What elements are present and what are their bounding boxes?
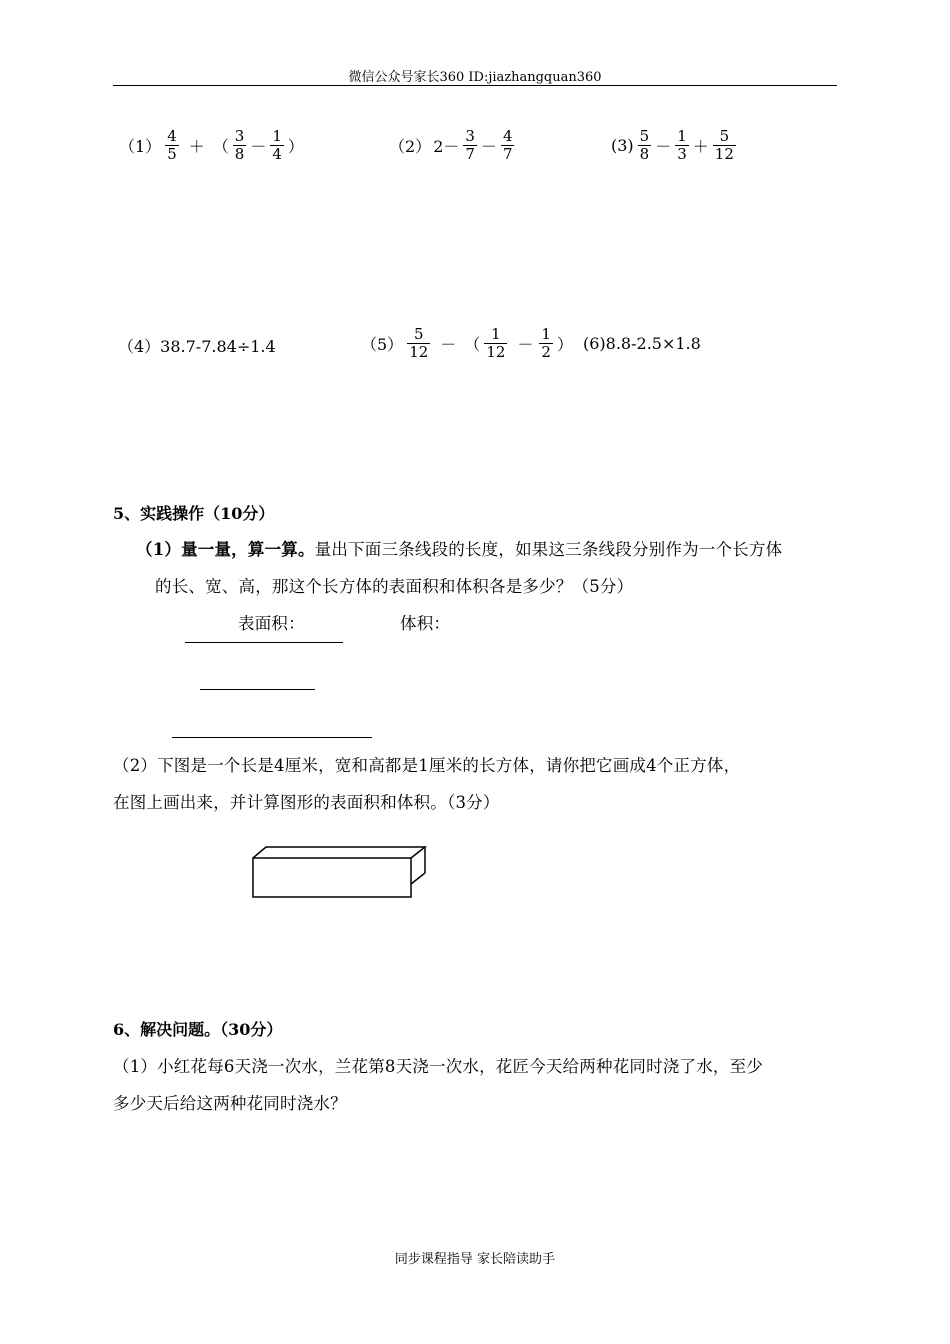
fraction: [484, 326, 507, 361]
numerator: 5: [719, 127, 730, 145]
question-1-text: 量出下面三条线段的长度，如果这三条线段分别作为一个长方体: [314, 540, 783, 559]
denominator: 8: [234, 145, 245, 163]
calc-problem-1: [118, 128, 305, 163]
segment-width: [200, 689, 315, 690]
problem-label: （5）: [361, 335, 404, 354]
denominator: 7: [465, 145, 475, 163]
calc-problem-5: [360, 326, 574, 361]
segment-length: [185, 642, 343, 643]
operator: －: [655, 137, 672, 156]
calc-problem-4: （4）38.7-7.84÷1.4: [118, 337, 276, 356]
section-5-question-2-line-2: 在图上画出来，并计算图形的表面积和体积。（3分）: [113, 793, 500, 812]
paren: ）: [556, 335, 573, 354]
operator: －: [517, 335, 534, 354]
numerator: 5: [413, 325, 424, 343]
cuboid-figure: [248, 843, 433, 903]
fraction: [407, 326, 430, 361]
operator: ＋: [692, 137, 709, 156]
calc-problem-2: [388, 128, 517, 163]
denominator: 7: [502, 145, 513, 163]
segment-height: [172, 737, 372, 738]
numerator: 5: [639, 127, 650, 145]
denominator: 5: [167, 145, 177, 163]
fraction: [233, 128, 247, 163]
section-5-question-1: [136, 536, 782, 560]
paren: （: [212, 137, 229, 156]
numerator: 1: [491, 325, 501, 343]
question-1-title: （1）量一量，算一算。: [136, 540, 315, 559]
fraction: [165, 128, 179, 163]
denominator: 12: [409, 343, 429, 361]
operator: －: [250, 137, 267, 156]
section-5-question-1-line-2: 的长、宽、高，那这个长方体的表面积和体积各是多少？（5分）: [155, 577, 634, 596]
cuboid-right-bottom-edge: [411, 873, 425, 884]
denominator: 2: [541, 343, 551, 361]
fraction: [539, 326, 553, 361]
section-5-heading: 5、实践操作（10分）: [113, 504, 275, 523]
paren: （: [464, 335, 481, 354]
surface-area-label: 表面积：: [238, 614, 305, 633]
problem-label: （2）: [389, 137, 432, 156]
denominator: 3: [677, 145, 687, 163]
fraction: [675, 128, 689, 163]
calc-problem-6: (6)8.8-2.5×1.8: [583, 334, 701, 353]
fraction: [270, 128, 284, 163]
numerator: 4: [167, 127, 177, 145]
operator: －: [480, 137, 497, 156]
fraction: [463, 128, 477, 163]
numerator: 3: [465, 127, 475, 145]
numerator: 4: [502, 127, 513, 145]
volume-label: 体积：: [400, 614, 451, 633]
section-6-question-1-line-2: 多少天后给这两种花同时浇水？: [113, 1094, 347, 1113]
page-footer: 同步课程指导 家长陪读助手: [394, 1252, 556, 1267]
cuboid-top-face: [253, 847, 425, 858]
header-rule: [113, 85, 837, 86]
cuboid-front-face: [253, 858, 411, 897]
fraction: [501, 128, 515, 163]
denominator: 12: [486, 343, 506, 361]
fraction: [638, 128, 652, 163]
fraction: [713, 128, 736, 163]
calc-problem-3: [610, 128, 739, 163]
page-header: 微信公众号家长360 ID:jiazhangquan360: [348, 70, 602, 85]
section-6-question-1-line-1: （1）小红花每6天浇一次水，兰花第8天浇一次水，花匠今天给两种花同时浇了水，至少: [113, 1057, 763, 1076]
operand: 2－: [433, 137, 460, 156]
numerator: 3: [234, 127, 245, 145]
problem-label: （1）: [119, 137, 162, 156]
denominator: 4: [272, 145, 282, 163]
section-6-heading: 6、解决问题。（30分）: [113, 1020, 283, 1039]
operator: －: [440, 335, 457, 354]
operator: ＋: [188, 137, 205, 156]
numerator: 1: [272, 127, 282, 145]
denominator: 12: [714, 145, 734, 163]
denominator: 8: [639, 145, 650, 163]
numerator: 1: [541, 325, 551, 343]
numerator: 1: [677, 127, 687, 145]
section-5-question-2-line-1: （2）下图是一个长是4厘米，宽和高都是1厘米的长方体，请你把它画成4个正方体，: [113, 756, 741, 775]
problem-label: (3): [611, 136, 634, 155]
paren: ）: [287, 137, 304, 156]
